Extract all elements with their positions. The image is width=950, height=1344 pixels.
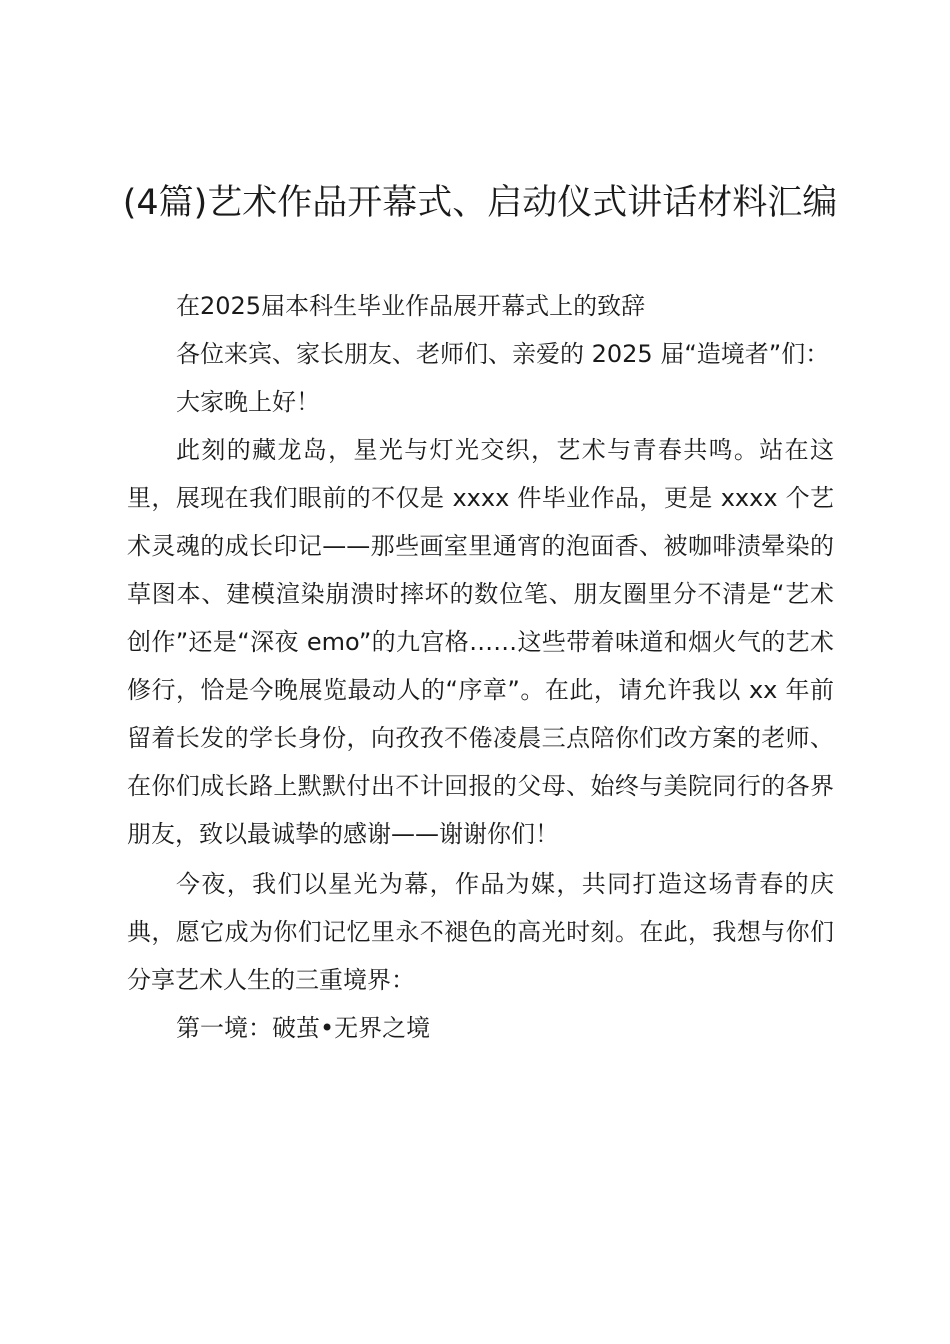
document-title: (4篇)艺术作品开幕式、启动仪式讲话材料汇编 xyxy=(122,183,838,223)
body-paragraph: 此刻的藏龙岛，星光与灯光交织，艺术与青春共鸣。站在这里，展现在我们眼前的不仅是 xxxx 件毕业作品，更是 xxxx 个艺术灵魂的成长印记——那些画室里通宵的泡面香、被咖啡渍晕染的草图本、建模渲染崩溃时摔坏的数位笔、朋友圈里分不清是“艺术创作”还是“深夜 emo”的九宫格……这些带着味道和烟火气的艺术修行，恰是今晚展览最动人的“序章”。在此，请允许我以 xx 年前留着长发的学长身份，向孜孜不倦凌晨三点陪你们改方案的老师、在你们成长路上默默付出不计回报的父母、始终与美院同行的各界朋友，致以最诚挚的感谢——谢谢你们！ xyxy=(127,436,834,848)
speech-heading: 在2025届本科生毕业作品展开幕式上的致辞 xyxy=(176,292,646,320)
section-heading: 第一境：破茧•无界之境 xyxy=(176,1014,431,1042)
body-paragraph: 今夜，我们以星光为幕，作品为媒，共同打造这场青春的庆典，愿它成为你们记忆里永不褪色的高光时刻。在此，我想与你们分享艺术人生的三重境界： xyxy=(127,870,834,994)
document-body xyxy=(127,282,834,1052)
greeting: 大家晚上好！ xyxy=(176,388,320,416)
salutation: 各位来宾、家长朋友、老师们、亲爱的 2025 届“造境者”们： xyxy=(176,340,830,368)
